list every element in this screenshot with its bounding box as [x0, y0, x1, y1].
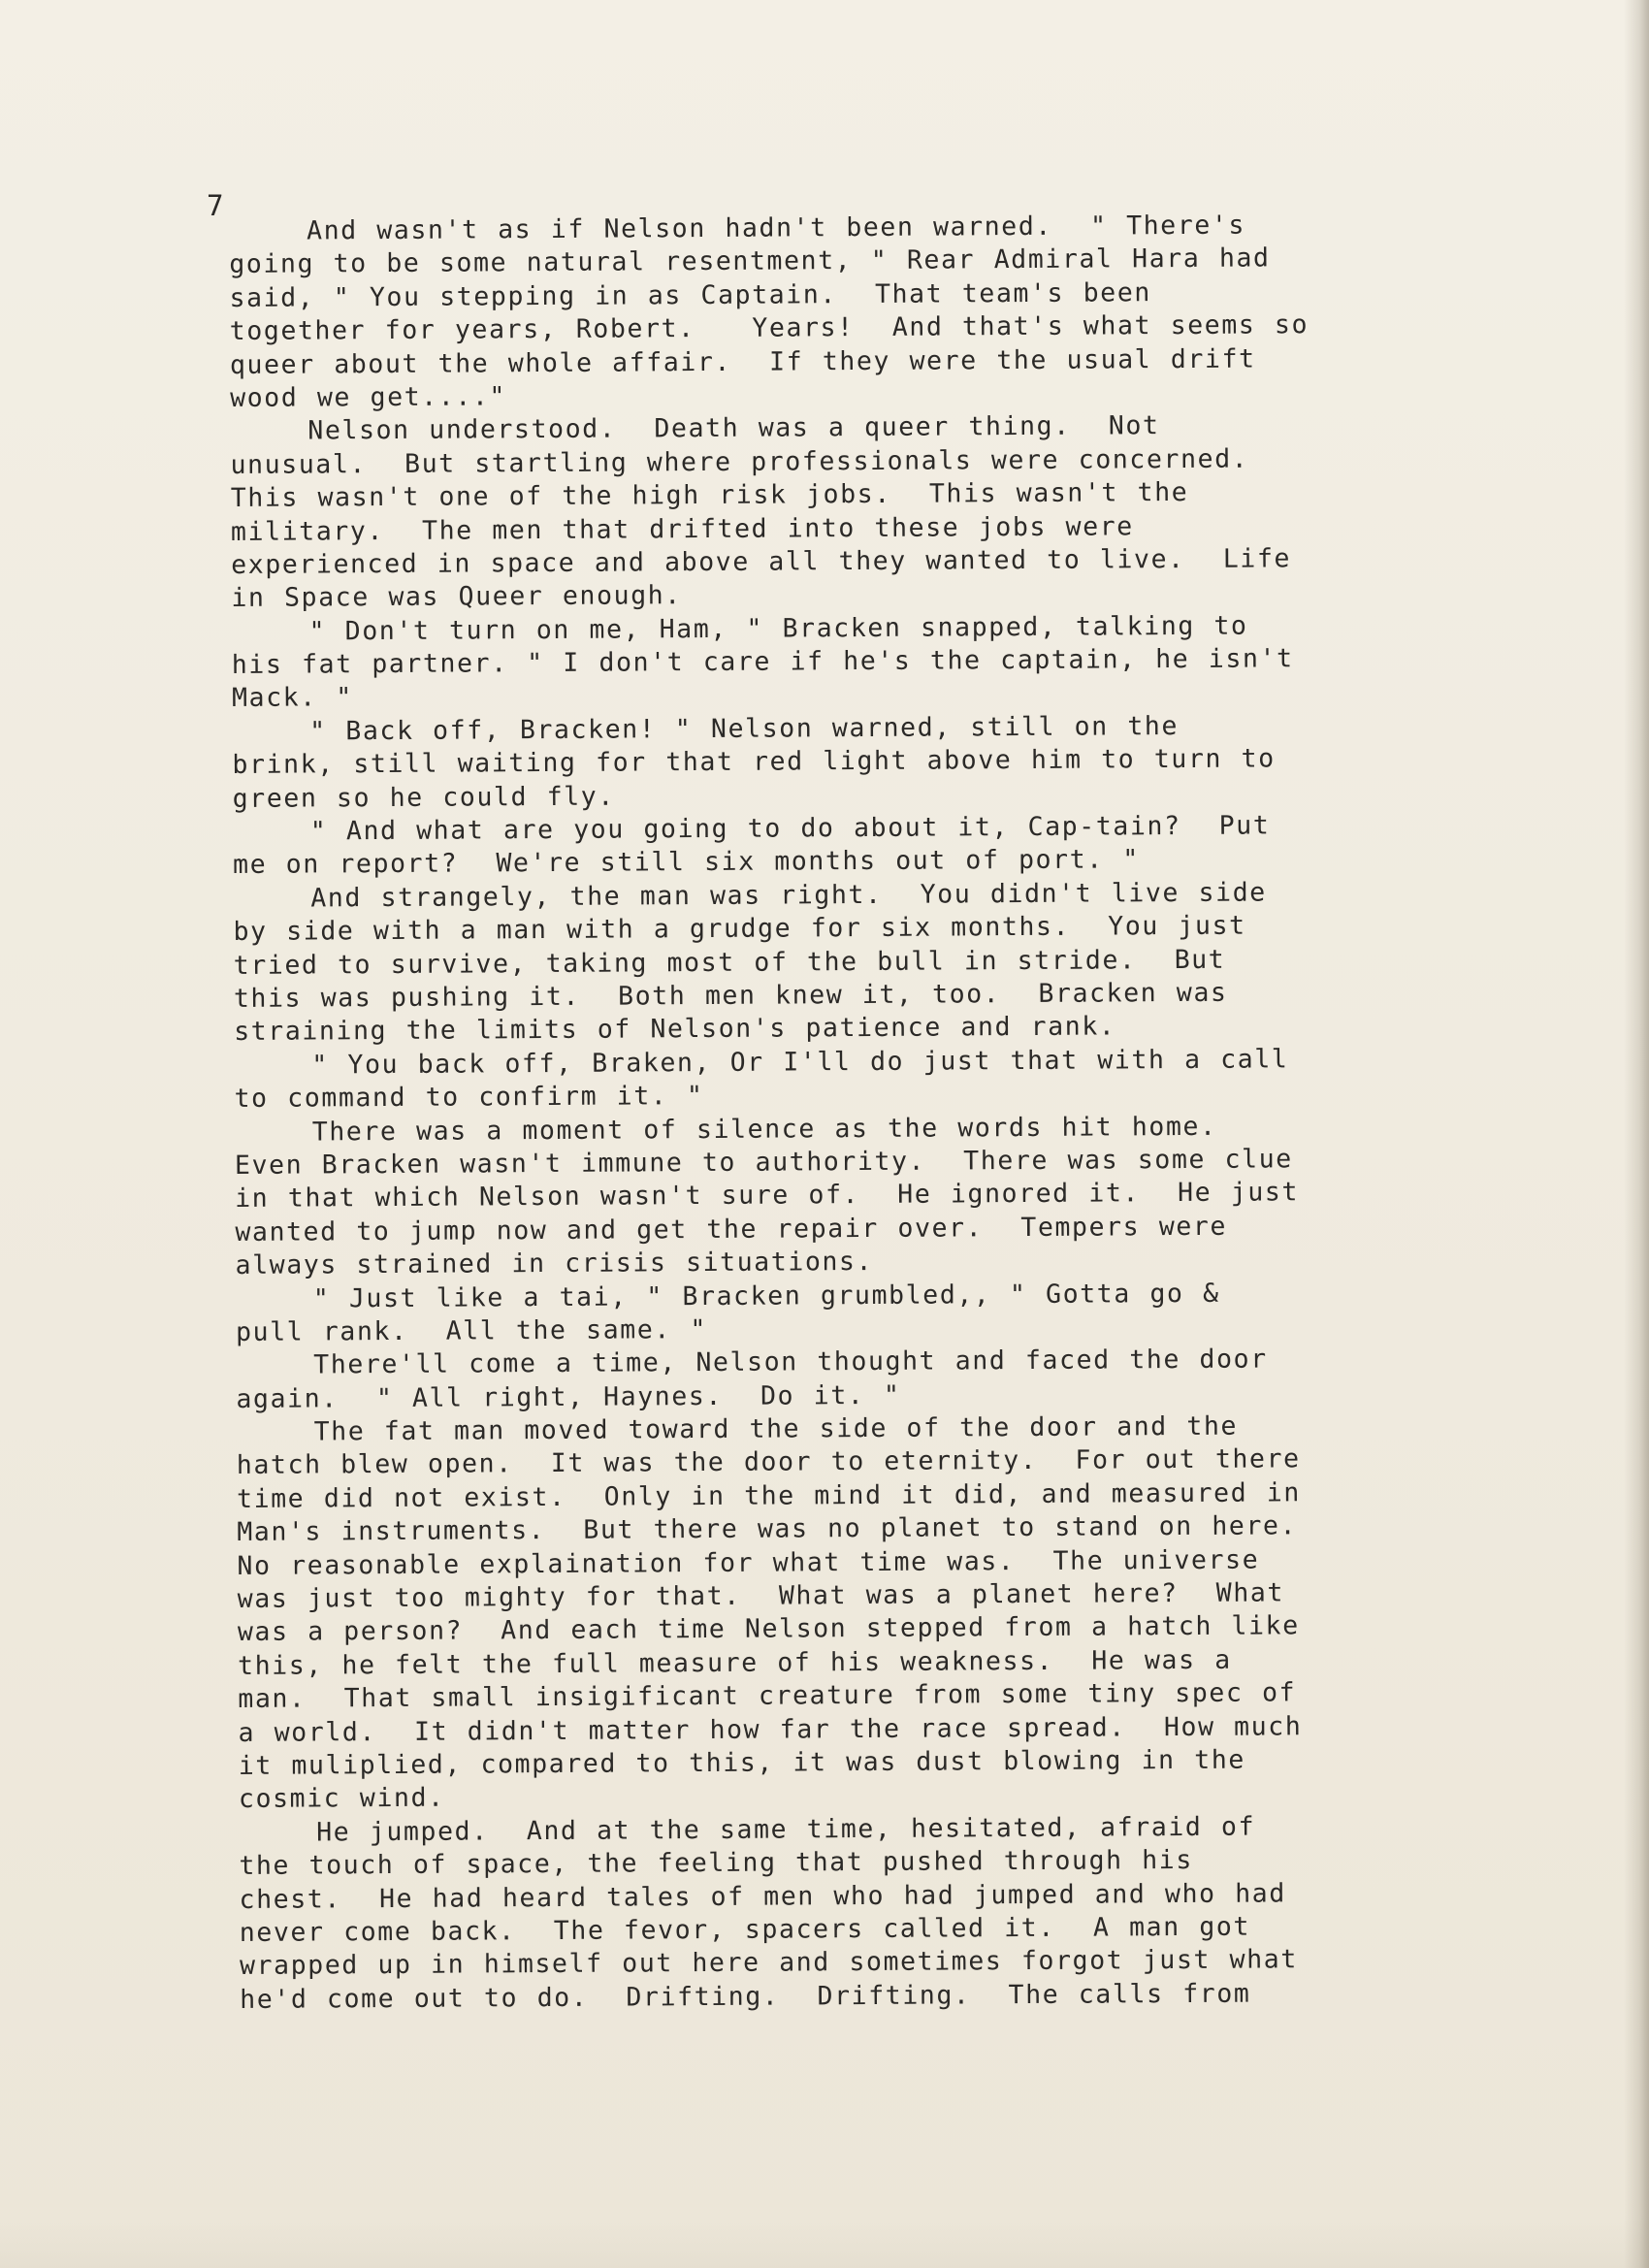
- text-line: " Don't turn on me, Ham, " Bracken snapped, talking to: [308, 610, 1248, 647]
- text-line: in Space was Queer enough.: [231, 580, 682, 614]
- text-line: pull rank. All the same. ": [235, 1313, 708, 1347]
- text-line: The fat man moved toward the side of the door and the: [313, 1410, 1239, 1447]
- text-line: wrapped up in himself out here and sometimes forgot just what: [239, 1944, 1298, 1982]
- page-number: 7: [207, 189, 224, 222]
- text-line: always strained in crisis situations.: [235, 1247, 874, 1281]
- page-edge-shadow: [1624, 0, 1649, 2268]
- text-line: it muliplied, compared to this, it was dust blowing in the: [238, 1744, 1245, 1781]
- text-line: again. " All right, Haynes. Do it. ": [236, 1379, 901, 1414]
- text-line: There'll come a time, Nelson thought and faced the door: [313, 1344, 1268, 1380]
- text-line: to command to confirm it. ": [234, 1081, 704, 1115]
- text-line: me on report? We're still six months out of port. ": [232, 844, 1140, 881]
- text-line: " Just like a tai, " Bracken grumbled,, " Gotta go &: [312, 1278, 1220, 1313]
- text-line: this was pushing it. Both men knew it, too. Bracken was: [233, 977, 1228, 1014]
- text-line: said, " You stepping in as Captain. That team's been: [229, 276, 1151, 313]
- text-line: man. That small insigificant creature from some tiny spec of: [238, 1677, 1297, 1715]
- text-line: was a person? And each time Nelson stepped from a hatch like: [237, 1610, 1300, 1648]
- text-line: by side with a man with a grudge for six months. You just: [233, 910, 1246, 948]
- text-line: Mack. ": [231, 682, 354, 714]
- text-line: chest. He had heard tales of men who had jumped and who had: [239, 1877, 1286, 1915]
- text-line: There was a moment of silence as the words hit home.: [311, 1111, 1217, 1148]
- text-line: Even Bracken wasn't immune to authority. There was some clue: [234, 1144, 1293, 1181]
- text-line: military. The men that drifted into these jobs were: [230, 510, 1134, 547]
- text-line: He jumped. And at the same time, hesitated, afraid of: [316, 1811, 1256, 1848]
- text-line: experienced in space and above all they wanted to live. Life: [231, 543, 1292, 580]
- text-line: This wasn't one of the high risk jobs. This wasn't the: [230, 477, 1189, 514]
- page-bottom-shade: [0, 2219, 1649, 2268]
- text-line: straining the limits of Nelson's patience and rank.: [234, 1011, 1116, 1048]
- text-line: tried to survive, taking most of the bull in stride. But: [233, 944, 1226, 981]
- text-line: No reasonable explaination for what time was. The universe: [237, 1544, 1260, 1581]
- text-line: his fat partner. " I don't care if he's the captain, he isn't: [231, 643, 1294, 681]
- text-line: Nelson understood. Death was a queer thing. Not: [307, 410, 1160, 446]
- text-line: And strangely, the man was right. You didn't live side: [310, 877, 1267, 914]
- text-line: the touch of space, the feeling that pushed through his: [239, 1845, 1193, 1882]
- text-line: was just too mighty for that. What was a planet here? What: [237, 1577, 1285, 1614]
- text-line: a world. It didn't matter how far the race spread. How much: [238, 1710, 1303, 1748]
- text-line: this, he felt the full measure of his weakness. He was a: [238, 1644, 1232, 1681]
- text-line: hatch blew open. It was the door to eternity. For out there: [236, 1443, 1301, 1481]
- text-line: " And what are you going to do about it, Cap-tain? Put: [309, 810, 1271, 847]
- text-line: cosmic wind.: [238, 1783, 445, 1815]
- text-line: together for years, Robert. Years! And that's what seems so: [229, 309, 1310, 347]
- text-line: brink, still waiting for that red light above him to turn to: [232, 743, 1276, 781]
- text-line: unusual. But startling where professionals were concerned.: [230, 443, 1249, 480]
- text-line: never come back. The fevor, spacers called it. A man got: [239, 1911, 1251, 1948]
- text-line: time did not exist. Only in the mind it did, and measured in: [236, 1477, 1301, 1514]
- text-line: he'd come out to do. Drifting. Drifting. The calls from: [240, 1978, 1251, 2015]
- text-line: in that which Nelson wasn't sure of. He ignored it. He just: [235, 1177, 1300, 1215]
- text-line: And wasn't as if Nelson hadn't been warned. " There's: [307, 210, 1246, 246]
- manuscript-text: [229, 208, 1464, 2017]
- text-line: queer about the whole affair. If they were the usual drift: [229, 343, 1256, 380]
- text-line: going to be some natural resentment, " Rear Admiral Hara had: [229, 243, 1271, 280]
- text-line: Man's instruments. But there was no planet to stand on here.: [237, 1510, 1298, 1548]
- text-line: wanted to jump now and get the repair over. Tempers were: [235, 1211, 1228, 1247]
- text-line: " You back off, Braken, Or I'll do just that with a call: [311, 1044, 1289, 1081]
- text-line: " Back off, Bracken! " Nelson warned, still on the: [309, 710, 1180, 747]
- text-line: green so he could fly.: [232, 781, 615, 814]
- text-line: wood we get....": [230, 381, 507, 413]
